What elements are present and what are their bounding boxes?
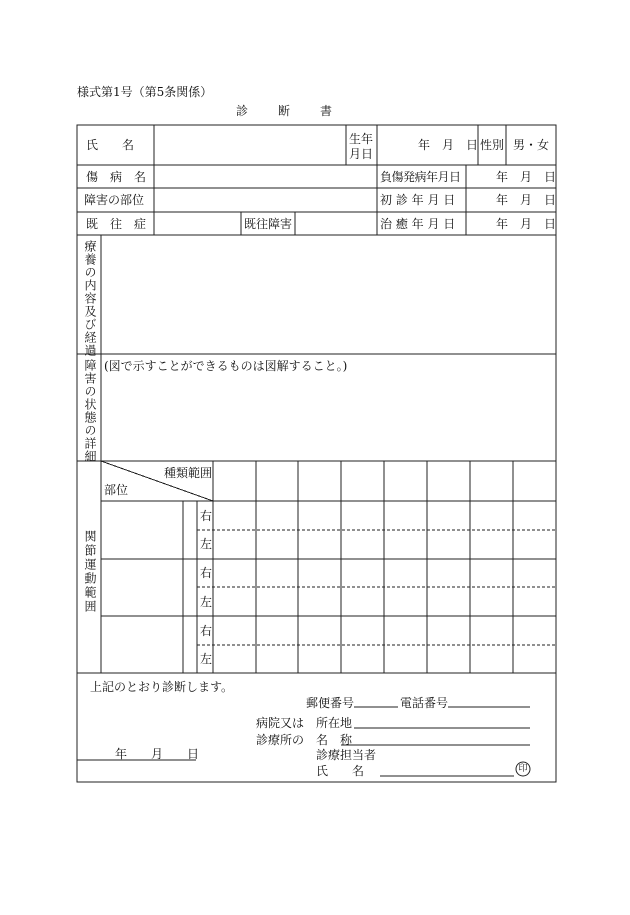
treatment-label: 療養の内容及び経過 <box>83 240 97 357</box>
address-label: 所在地 <box>316 716 353 730</box>
disability-site-label: 障害の部位 <box>84 193 145 207</box>
address-field[interactable] <box>354 714 530 728</box>
joint-left-1: 左 <box>200 537 213 551</box>
onset-date-field[interactable]: 年 月 日 <box>496 170 557 184</box>
cure-label: 治 癒 年 月 日 <box>380 217 456 231</box>
page-title: 診 断 書 <box>236 104 335 118</box>
onset-label: 負傷発病年月日 <box>380 170 461 184</box>
joint-site-field-1[interactable] <box>102 502 182 558</box>
hospital-name-field[interactable] <box>341 731 530 745</box>
treatment-field[interactable] <box>102 236 555 353</box>
postal-label: 郵便番号 <box>306 696 355 710</box>
hospital-label-line2: 診療所の <box>256 733 305 747</box>
injury-label: 傷 病 名 <box>86 170 147 184</box>
sex-label: 性別 <box>480 138 505 152</box>
birth-label-line1: 生年 <box>349 132 374 146</box>
history-field[interactable] <box>155 213 240 234</box>
joint-header-type: 種類範囲 <box>164 466 213 480</box>
history-label: 既 往 症 <box>86 217 147 231</box>
phone-field[interactable] <box>448 693 530 707</box>
prior-disability-label: 既往障害 <box>244 217 293 231</box>
doctor-label: 診療担当者 <box>316 748 377 762</box>
sex-field[interactable]: 男・女 <box>513 138 550 152</box>
birth-label-line2: 月日 <box>349 147 374 161</box>
hospital-label-line1: 病院又は <box>256 716 305 730</box>
phone-label: 電話番号 <box>400 696 449 710</box>
injury-field[interactable] <box>155 166 376 187</box>
hospital-name-label: 名 称 <box>316 733 353 747</box>
first-visit-date-field[interactable]: 年 月 日 <box>496 193 557 207</box>
name-field[interactable] <box>155 126 345 164</box>
joint-site-field-2[interactable] <box>102 560 182 615</box>
joint-site-field-3[interactable] <box>102 617 182 672</box>
seal-mark: 印 <box>518 764 528 774</box>
name-label: 氏 名 <box>86 138 135 152</box>
joint-range-label: 関節運動範囲 <box>83 530 97 614</box>
doctor-name-field[interactable] <box>380 761 514 776</box>
birth-date-field[interactable]: 年 月 日 <box>418 138 479 152</box>
cure-date-field[interactable]: 年 月 日 <box>496 217 557 231</box>
first-visit-label: 初 診 年 月 日 <box>380 193 456 207</box>
joint-header-site: 部位 <box>104 483 129 497</box>
disability-site-field[interactable] <box>155 189 376 211</box>
condition-label: 障害の状態の詳細 <box>83 359 97 463</box>
joint-right-1: 右 <box>200 509 213 523</box>
joint-right-2: 右 <box>200 566 213 580</box>
condition-field[interactable] <box>102 376 555 460</box>
condition-note: (図で示すことができるものは図解すること。) <box>104 359 348 373</box>
joint-left-2: 左 <box>200 595 213 609</box>
prior-disability-field[interactable] <box>296 213 376 234</box>
joint-left-3: 左 <box>200 652 213 666</box>
form-number: 様式第1号（第5条関係） <box>77 85 213 99</box>
statement: 上記のとおり診断します。 <box>90 680 234 694</box>
doctor-name-label: 氏 名 <box>316 764 365 778</box>
joint-right-3: 右 <box>200 624 213 638</box>
footer-date[interactable]: 年 月 日 <box>115 747 200 761</box>
postal-field[interactable] <box>354 693 398 707</box>
